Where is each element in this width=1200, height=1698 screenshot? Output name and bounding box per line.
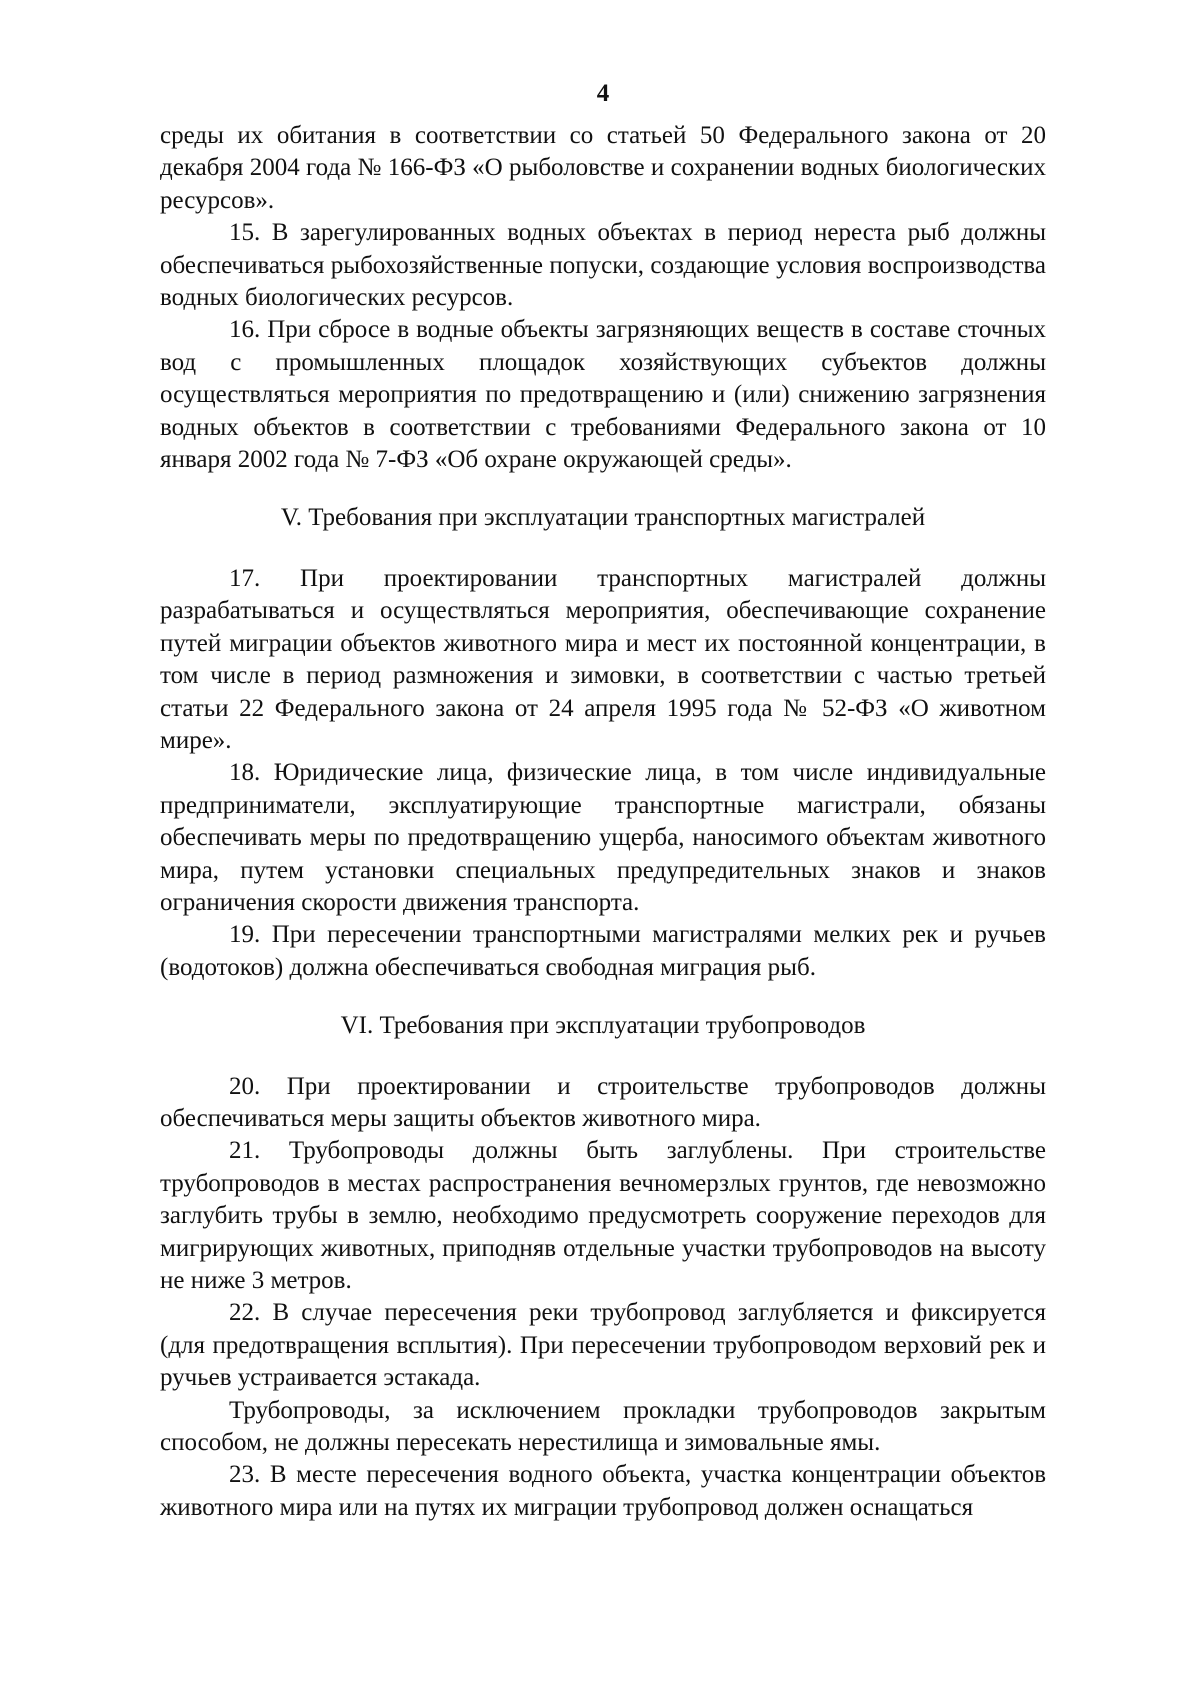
paragraph-21: 21. Трубопроводы должны быть заглублены. При строительстве трубопроводов в местах распространения вечномерзлых грунтов, где невозможно заглубить трубы в землю, необходимо предусмотреть сооружение переходов для мигрирующих животных, приподняв отдельные участки трубопроводов на высоту не ниже 3 метров.: [160, 1137, 1046, 1294]
paragraph-22-continuation: Трубопроводы, за исключением прокладки трубопроводов закрытым способом, не должны пересекать нерестилища и зимовальные ямы.: [160, 1396, 1046, 1457]
section-v-heading: V. Требования при эксплуатации транспортных магистралей: [280, 504, 926, 532]
section-vi-heading: VI. Требования при эксплуатации трубопроводов: [340, 1012, 866, 1040]
paragraph-18: 18. Юридические лица, физические лица, в том числе индивидуальные предприниматели, эксплуатирующие транспортные магистрали, обязаны обеспечивать меры по предотвращению ущерба, наносимого объектам животного мира, путем установки специальных предупредительных знаков и знаков ограничения скорости движения транспорта.: [160, 759, 1046, 916]
paragraph-20: 20. При проектировании и строительстве трубопроводов должны обеспечиваться меры защиты объектов животного мира.: [160, 1072, 1046, 1132]
paragraph-15: 15. В зарегулированных водных объектах в период нереста рыб должны обеспечиваться рыбохозяйственные попуски, создающие условия воспроизводства водных биологических ресурсов.: [160, 219, 1046, 312]
paragraph-16: 16. При сбросе в водные объекты загрязняющих веществ в составе сточных вод с промышленных площадок хозяйствующих субъектов должны осуществляться мероприятия по предотвращению и (или) снижению загрязнения водных объектов в соответствии с требованиями Федерального закона от 10 января 2002 года № 7-ФЗ «Об охране окружающей среды».: [160, 316, 1046, 474]
paragraph-17: 17. При проектировании транспортных магистралей должны разрабатываться и осуществляться мероприятия, обеспечивающие сохранение путей миграции объектов животного мира и мест их постоянной концентрации, в том числе в период размножения и зимовки, в соответствии с частью третьей статьи 22 Федерального закона от 24 апреля 1995 года № 52-ФЗ «О животном мире».: [160, 564, 1046, 754]
paragraph-14-continuation: среды их обитания в соответствии со статьей 50 Федерального закона от 20 декабря 2004 года № 166-ФЗ «О рыболовстве и сохранении водных биологических ресурсов».: [160, 122, 1046, 214]
page-number: 4: [596, 80, 610, 107]
paragraph-19: 19. При пересечении транспортными магистралями мелких рек и ручьев (водотоков) должна обеспечиваться свободная миграция рыб.: [160, 921, 1046, 981]
document-page: [160, 0, 1046, 1524]
paragraph-23: 23. В месте пересечения водного объекта, участка концентрации объектов животного мира или на путях их миграции трубопровод должен оснащаться: [160, 1461, 1046, 1521]
paragraph-22: 22. В случае пересечения реки трубопровод заглубляется и фиксируется (для предотвращения всплытия). При пересечении трубопроводом верховий рек и ручьев устраивается эстакада.: [160, 1299, 1046, 1392]
